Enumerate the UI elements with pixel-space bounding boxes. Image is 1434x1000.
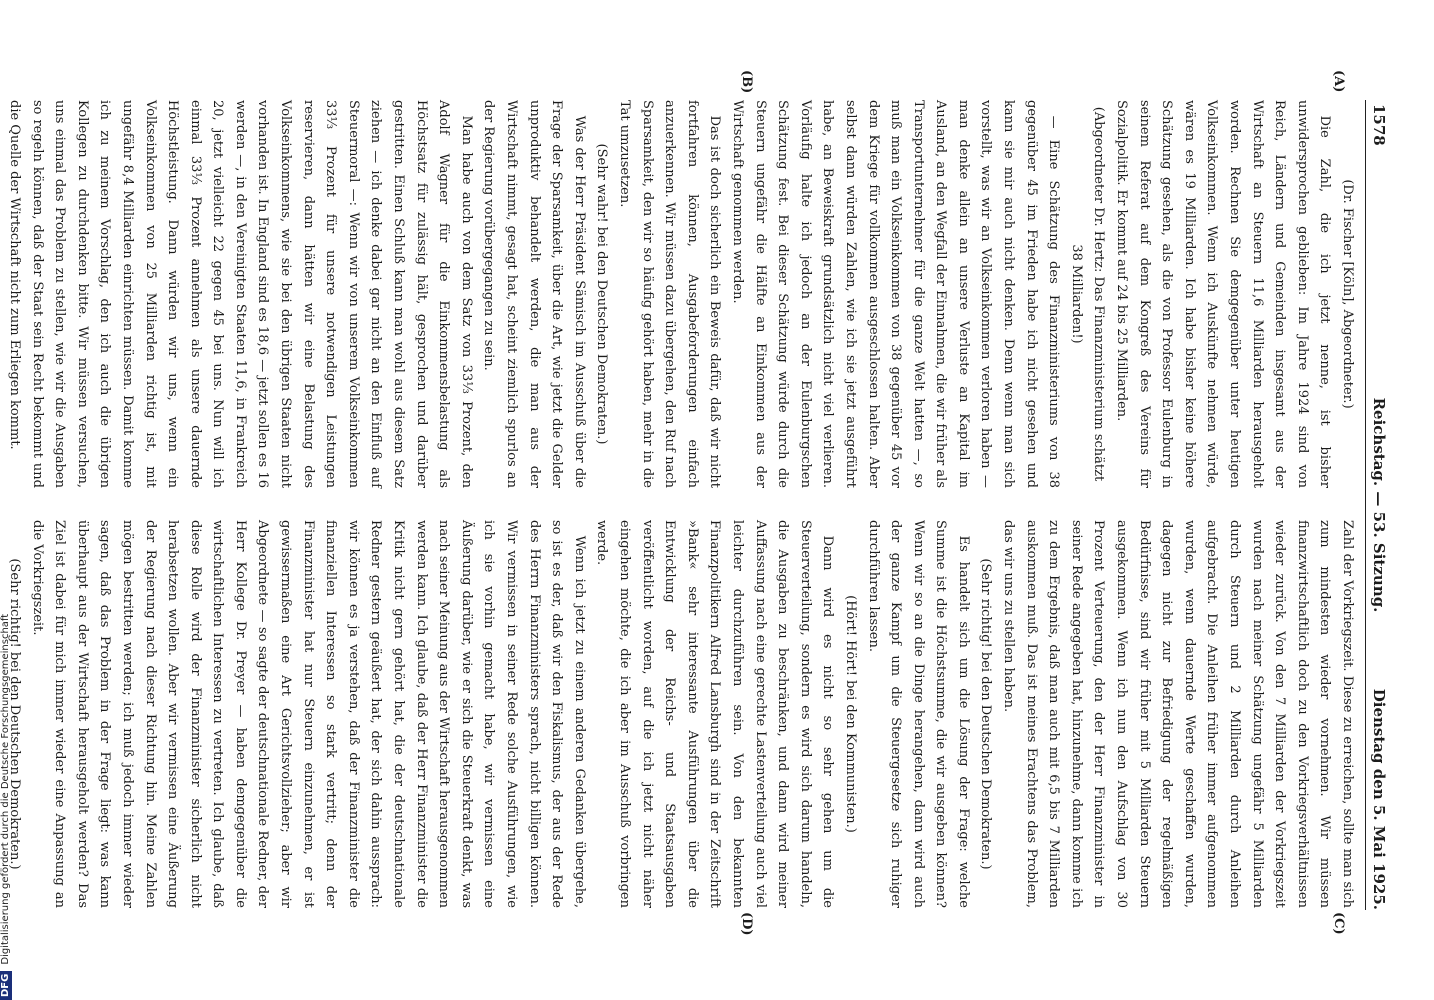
- speaker-line: (Dr. Fischer [Köln], Abgeordneter.): [1340, 179, 1355, 409]
- page-number: 1578: [1370, 104, 1388, 146]
- credit-text: Digitalisierung gefördert durch die Deutsche Forschungsgemeinschaft: [0, 613, 11, 965]
- interjection: (Abgeordneter Dr. Hertz: Das Finanzministerium schätzt 38 Milliarden!): [1068, 106, 1107, 482]
- interjection: (Sehr richtig! bei den Deutschen Demokraten.): [6, 558, 22, 870]
- interjection: (Sehr richtig! bei den Deutschen Demokraten.): [978, 558, 994, 870]
- paragraph: Wenn ich jetzt zu einem anderen Gedanken übergehe, so ist es der, daß wir den Fiskalismus, der aus der Rede des Herrn Finanzministers sprach, nicht billigen können. Wir vermissen in seiner Rede solche Ausführungen, wie ich sie vorhin gemacht habe, wir vermissen eine Äußerung darüber, wie er sich die Steuerkraft denkt, was nach seiner Meinung aus der Wirtschaft herausgenommen werden kann. Ich glaube, daß der Herr Finanzminister die Kritik nicht gern gehört hat, die der deutschnationale Redner gestern geäußert hat, der sich dahin aussprach: wir können es ja verstehen, daß der Finanzminister die finanziellen Interessen so stark vertritt; denn der Finanzminister hat nur Steuern einzunehmen, er ist gewissermaßen eine Art Gerichtsvollzieher; aber wir Abgeordnete — so sagte der deutschnationale Redner, der Herr Kollege Dr. Preyer — haben demgegenüber die wirtschaftlichen Interessen zu vertreten. Ich glaube, daß diese Rolle wird der Finanzminister sicherlich nicht herabsetzen wollen. Aber wir vermissen eine Äußerung der Regierung nach dieser Richtung hin. Meine Zahlen mögen bestritten werden; ich muß jedoch immer wieder sagen, daß das Problem in der Frage liegt: was kann überhaupt aus der Wirtschaft herausgeholt werden? Das Ziel ist dabei für mich immer wieder eine Anpassung an die Vorkriegszeit.: [29, 520, 587, 908]
- margin-marker-d: (D): [739, 912, 754, 936]
- right-column: [6, 520, 1358, 908]
- paragraph: Dann wird es nicht so sehr gehen um die Steuerverteilung, sondern es wird sich darum handeln, die Ausgaben zu beschränken, und dann wird meiner Auffassung nach eine gerechte Lastenverteilung auch viel leichter durchzuführen sein. Von den bekannten Finanzpolitikern Alfred Lansburgh sind in der Zeitschrift »Bank« sehr interessante Ausführungen über die Entwicklung der Reichs- und Staatsausgaben veröffentlicht worden, auf die ich jetzt nicht näher eingehen möchte, die ich aber im Ausschuß vorbringen werde.: [594, 520, 836, 908]
- page-header: [1365, 100, 1390, 910]
- left-column: [6, 100, 1358, 488]
- interjection: (Hört! Hört! bei den Kommunisten.): [842, 595, 858, 833]
- paragraph: Was der Herr Präsident Sämisch im Ausschuß über die Frage der Sparsamkeit, über die Art, wie jetzt die Gelder unproduktiv behandelt werden, die man aus der Wirtschaft nimmt, gesagt hat, scheint ziemlich spurlos an der Regierung vorübergegangen zu sein.: [481, 100, 587, 488]
- digitization-credit: [0, 20, 12, 1000]
- margin-marker-b: (B): [739, 70, 754, 94]
- session-title: Reichstag. — 53. Sitzung.: [1370, 397, 1388, 613]
- paragraph: — Eine Schätzung des Finanzministeriums von 38 gegenüber 45 im Frieden habe ich nicht gesehen und kann sie mir auch nicht denken. Denn wenn man sich vorstellt, was wir an Volkseinkommen verloren haben — man denke allein an unsere Verluste an Kapital im Ausland, an den Wegfall der Einnahmen, die wir früher als Transportunternehmer für die ganze Welt hatten —, so muß man ein Volkseinkommen von 38 gegenüber 45 vor dem Kriege für vollkommen ausgeschlossen halten. Aber selbst dann würden Zahlen, wie ich sie jetzt ausgeführt habe, an Beweiskraft grundsätzlich nicht viel verlieren. Vorläufig halte ich jedoch an der Eulenburgschen Schätzung fest. Bei dieser Schätzung würde durch die Steuern ungefähr die Hälfte an Einkommen aus der Wirtschaft genommen werden.: [729, 100, 1062, 488]
- paragraph: Es handelt sich um die Lösung der Frage: welche Summe ist die Höchstsumme, die wir ausgeben können? Wenn wir so an die Dinge herangehen, dann wird auch der ganze Kampf um die Steuergesetze sich ruhiger durchführen lassen.: [865, 520, 971, 908]
- paragraph: Man habe auch von dem Satz von 33⅓ Prozent, den Adolf Wagner für die Einkommensbelastung als Höchstsatz für zulässig hält, gesprochen und darüber gestritten. Einen Schluß kann man wohl aus diesem Satz ziehen — ich denke dabei gar nicht an den Einfluß auf Steuermoral —: Wenn wir von unserem Volkseinkommen 33⅓ Prozent für unsere notwendigen Leistungen reservieren, dann hätten wir eine Belastung des Volkseinkommens, wie sie bei den übrigen Staaten nicht vorhanden ist. In England sind es 18,6 — jetzt sollen es 16 werden —, in den Vereinigten Staaten 11,6, in Frankreich 20, jetzt vielleicht 22 gegen 45 bei uns. Nun will ich einmal 33⅓ Prozent annehmen als unsere dauernde Höchstleistung. Dann würden wir uns, wenn ein Volkseinkommen von 25 Milliarden richtig ist, mit ungefähr 8,4 Milliarden einrichten müssen. Damit komme ich zu meinem Vorschlag, den ich auch die übrigen Kollegen zu durchdenken bitte. Wir müssen versuchen, uns einmal das Problem zu stellen, wie wir die Ausgaben so regeln können, daß der Staat sein Recht bekommt und die Quelle der Wirtschaft nicht zum Erliegen kommt.: [6, 100, 474, 488]
- margin-marker-c: (C): [1331, 912, 1346, 935]
- document-page: [6, 70, 1390, 936]
- dfg-logo: DFG: [0, 971, 12, 1000]
- paragraph: Das ist doch sicherlich ein Beweis dafür, daß wir nicht fortfahren können, Ausgabeforderungen einfach anzuerkennen. Wir müssen dazu übergehen, den Ruf nach Sparsamkeit, den wir so häufig gehört haben, mehr in die Tat umzusetzen.: [617, 100, 723, 488]
- session-date: Dienstag den 5. Mai 1925.: [1370, 688, 1388, 910]
- interjection: (Sehr wahr! bei den Deutschen Demokraten.): [594, 143, 610, 445]
- paragraph: Zahl der Vorkriegszeit. Diese zu erreichen, sollte man sich zum mindesten wieder vornehmen. Wir müssen finanzwirtschaftlich doch zu den Vorkriegsverhältnissen wieder zurück. Von den 7 Milliarden der Vorkriegszeit wurden nach meiner Schätzung ungefähr 5 Milliarden durch Steuern und 2 Milliarden durch Anleihen aufgebracht. Die Anleihen früher immer aufgenommen wurden, wenn dauernde Werte geschaffen wurden, dagegen nicht zur Befriedigung der regelmäßigen Bedürfnisse, sind wir früher mit 5 Milliarden Steuern ausgekommen. Wenn ich nun den Aufschlag von 30 Prozent Verteuerung, den der Herr Finanzminister in seiner Rede angegeben hat, hinzunehme, dann komme ich zu dem Ergebnis, daß man auch mit 6,5 bis 7 Milliarden auskommen muß. Das ist meines Erachtens das Problem, das wir uns zu stellen haben.: [1001, 520, 1355, 908]
- margin-marker-a: (A): [1331, 70, 1346, 93]
- paragraph: Die Zahl, die ich jetzt nenne, ist bisher unwidersprochen geblieben: Im Jahre 1924 sind von Reich, Ländern und Gemeinden insgesamt aus der Wirtschaft an Steuern 11,6 Milliarden herausgeholt worden. Rechnen Sie demgegenüber unter heutigen Volkseinkommen. Wenn ich Auskünfte nehmen würde, wären es 19 Milliarden. Ich habe bisher keine höhere Schätzung gesehen, als die von Professor Eulenburg in seinem Referat auf dem Kongreß des Vereins für Sozialpolitik. Er kommt auf 24 bis 25 Milliarden.: [1114, 100, 1333, 488]
